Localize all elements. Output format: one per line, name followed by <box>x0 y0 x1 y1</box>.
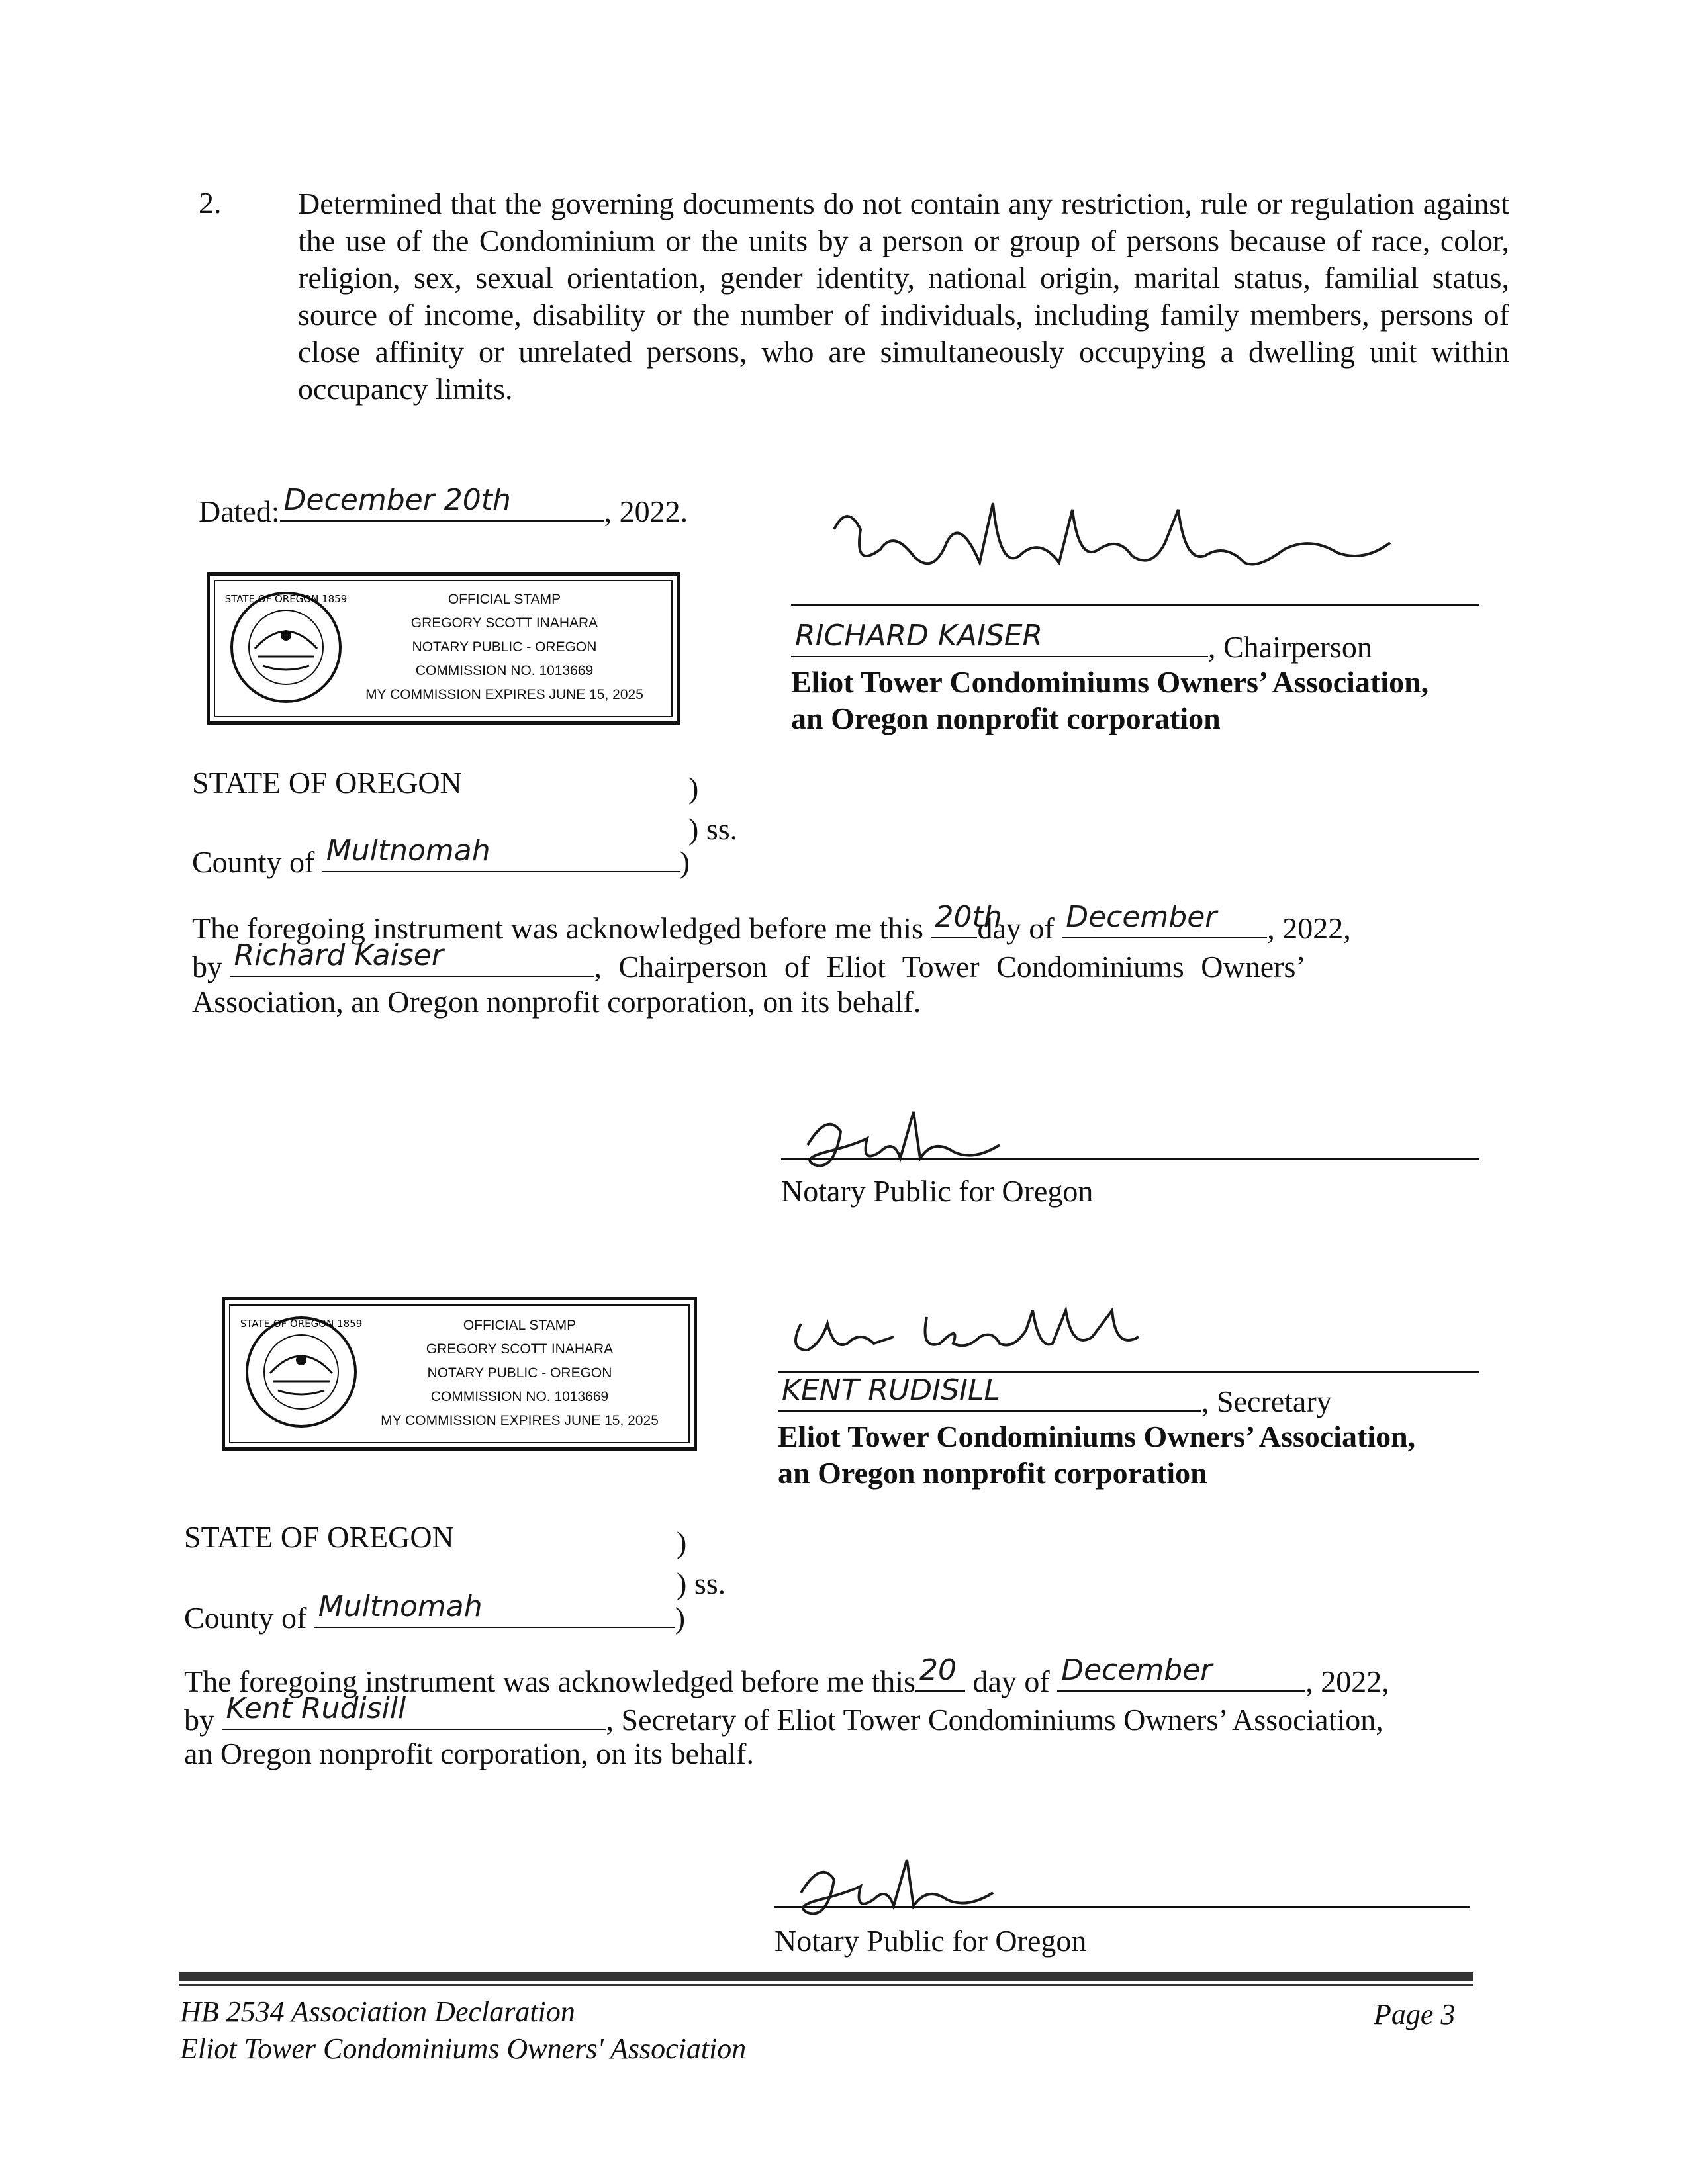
signer2-title: , Secretary <box>1201 1385 1332 1418</box>
dated-blank <box>280 483 604 522</box>
footer-page-number: Page 3 <box>1374 1998 1456 2030</box>
ack2-paren1: ) <box>677 1525 687 1559</box>
signer2-printed-name-blank <box>778 1373 1201 1412</box>
ack1-line1-a: The foregoing instrument was acknowledged before me this <box>192 911 923 945</box>
ack2-county: Multnomah <box>318 1590 483 1623</box>
ack2-month: December <box>1061 1653 1213 1687</box>
ack1-line2-b: , Chairperson of Eliot Tower Condominiums Owners’ <box>594 950 1306 983</box>
stamp-line4: COMMISSION NO. 1013669 <box>415 663 594 678</box>
ack2-line2-b: , Secretary of Eliot Tower Condominiums Owners’ Association, <box>606 1703 1383 1737</box>
notary-line-2 <box>774 1906 1470 1908</box>
ack1-line2 <box>192 938 1479 985</box>
ack1-month-blank <box>1062 900 1267 938</box>
stamp-line2: GREGORY SCOTT INAHARA <box>410 615 598 631</box>
stamp-text-block-2 <box>351 1314 688 1433</box>
ack2-day-blank <box>915 1653 965 1692</box>
notary-line-1 <box>781 1158 1479 1160</box>
signature-line-1 <box>791 604 1479 606</box>
ack2-month-blank <box>1057 1653 1305 1692</box>
stamp-text-block <box>336 588 673 707</box>
footer-line1: HB 2534 Association Declaration <box>180 1995 575 2028</box>
ack1-paren1: ) <box>688 771 699 805</box>
stamp2-line3: NOTARY PUBLIC - OREGON <box>427 1365 612 1381</box>
ack2-ss: ) ss. <box>677 1567 726 1600</box>
seal-text: STATE OF OREGON 1859 <box>224 593 348 605</box>
signature-richard-kaiser <box>821 490 1430 602</box>
footer-line2: Eliot Tower Condominiums Owners' Association <box>180 2032 747 2065</box>
signer2-org-line2: an Oregon nonprofit corporation <box>778 1456 1207 1490</box>
footer-rule <box>179 1972 1473 1981</box>
ack2-day: 20 <box>919 1653 957 1687</box>
ack1-day: 20th <box>935 900 1002 934</box>
dated-line <box>199 483 688 530</box>
ack2-state: STATE OF OREGON <box>184 1520 454 1554</box>
ack1-line1-b: day of <box>977 911 1055 945</box>
signer2-printed-name: KENT RUDISILL <box>782 1373 1000 1407</box>
ack1-county-label: County of <box>192 845 315 879</box>
signer1-name-line <box>791 619 1372 666</box>
ack1-line1-c: , 2022, <box>1267 911 1351 945</box>
stamp-line1: OFFICIAL STAMP <box>447 592 561 607</box>
dated-handwritten: December 20th <box>283 483 511 517</box>
stamp-line3: NOTARY PUBLIC - OREGON <box>412 639 597 655</box>
ack1-county-blank <box>322 834 680 872</box>
stamp2-line1: OFFICIAL STAMP <box>463 1318 577 1333</box>
ack2-paren3: ) <box>675 1601 686 1635</box>
dated-label: Dated: <box>199 494 280 528</box>
ack2-county-line <box>184 1590 686 1637</box>
signer2-name-line <box>778 1373 1332 1420</box>
notary-stamp <box>207 572 680 725</box>
oregon-seal-icon <box>223 588 349 707</box>
ack2-line1-c: , 2022, <box>1305 1664 1389 1698</box>
notary-signature-2 <box>781 1846 1046 1926</box>
signer1-org-line2: an Oregon nonprofit corporation <box>791 702 1221 735</box>
stamp-line5: MY COMMISSION EXPIRES JUNE 15, 2025 <box>365 687 643 702</box>
dated-year: , 2022. <box>604 494 688 528</box>
oregon-seal-icon-2 <box>238 1312 364 1432</box>
ack1-ss: ) ss. <box>688 812 738 846</box>
notary-stamp-2 <box>222 1297 697 1451</box>
ack1-line2-a: by <box>192 950 222 983</box>
ack2-line2 <box>184 1692 1383 1739</box>
stamp2-line2: GREGORY SCOTT INAHARA <box>426 1342 614 1357</box>
ack1-month: December <box>1066 900 1217 934</box>
footer-rule-thin <box>179 1984 1473 1986</box>
ack2-county-label: County of <box>184 1601 307 1635</box>
notary-signature-1 <box>788 1099 1053 1178</box>
signer2-org-line1: Eliot Tower Condominiums Owners’ Association, <box>778 1420 1416 1453</box>
ack1-state: STATE OF OREGON <box>192 766 462 799</box>
ack1-line3: Association, an Oregon nonprofit corporation, on its behalf. <box>192 985 921 1019</box>
stamp2-line4: COMMISSION NO. 1013669 <box>430 1389 609 1404</box>
signer1-printed-name-blank <box>791 619 1208 657</box>
ack1-day-blank <box>931 900 1002 938</box>
ack1-county: Multnomah <box>326 834 491 868</box>
ack1-county-line <box>192 834 690 881</box>
stamp2-line5: MY COMMISSION EXPIRES JUNE 15, 2025 <box>381 1413 659 1428</box>
paragraph-number: 2. <box>199 186 222 220</box>
ack1-name-blank <box>230 938 594 977</box>
signer1-title: , Chairperson <box>1208 630 1372 664</box>
ack1-name: Richard Kaiser <box>234 938 444 972</box>
signer1-org-line1: Eliot Tower Condominiums Owners’ Association, <box>791 665 1429 699</box>
ack2-county-blank <box>314 1590 675 1628</box>
ack2-line3: an Oregon nonprofit corporation, on its behalf. <box>184 1737 754 1770</box>
ack2-line1-a: The foregoing instrument was acknowledged before me this <box>184 1664 915 1698</box>
ack1-paren3: ) <box>679 845 690 879</box>
notary-label-2: Notary Public for Oregon <box>774 1924 1087 1958</box>
signature-kent-rudisill <box>781 1297 1152 1370</box>
notary-label-1: Notary Public for Oregon <box>781 1174 1094 1208</box>
ack2-line2-a: by <box>184 1703 214 1737</box>
ack2-name: Kent Rudisill <box>226 1692 406 1725</box>
ack2-line1-b: day of <box>972 1664 1050 1698</box>
seal-text-2: STATE OF OREGON 1859 <box>240 1318 363 1330</box>
signer1-printed-name: RICHARD KAISER <box>795 619 1043 653</box>
ack2-name-blank <box>222 1692 606 1730</box>
paragraph-text: Determined that the governing documents do not contain any restriction, rule or regulation against the use of the Condominium or the units by a person or group of persons because of race, color, religion, sex, sexual orientation, gender identity, national origin, marital status, familial status, source of income, disability or the number of individuals, including family members, persons of close affinity or unrelated persons, who are simultaneously occupying a dwelling unit within occupancy limits. <box>298 187 1509 406</box>
